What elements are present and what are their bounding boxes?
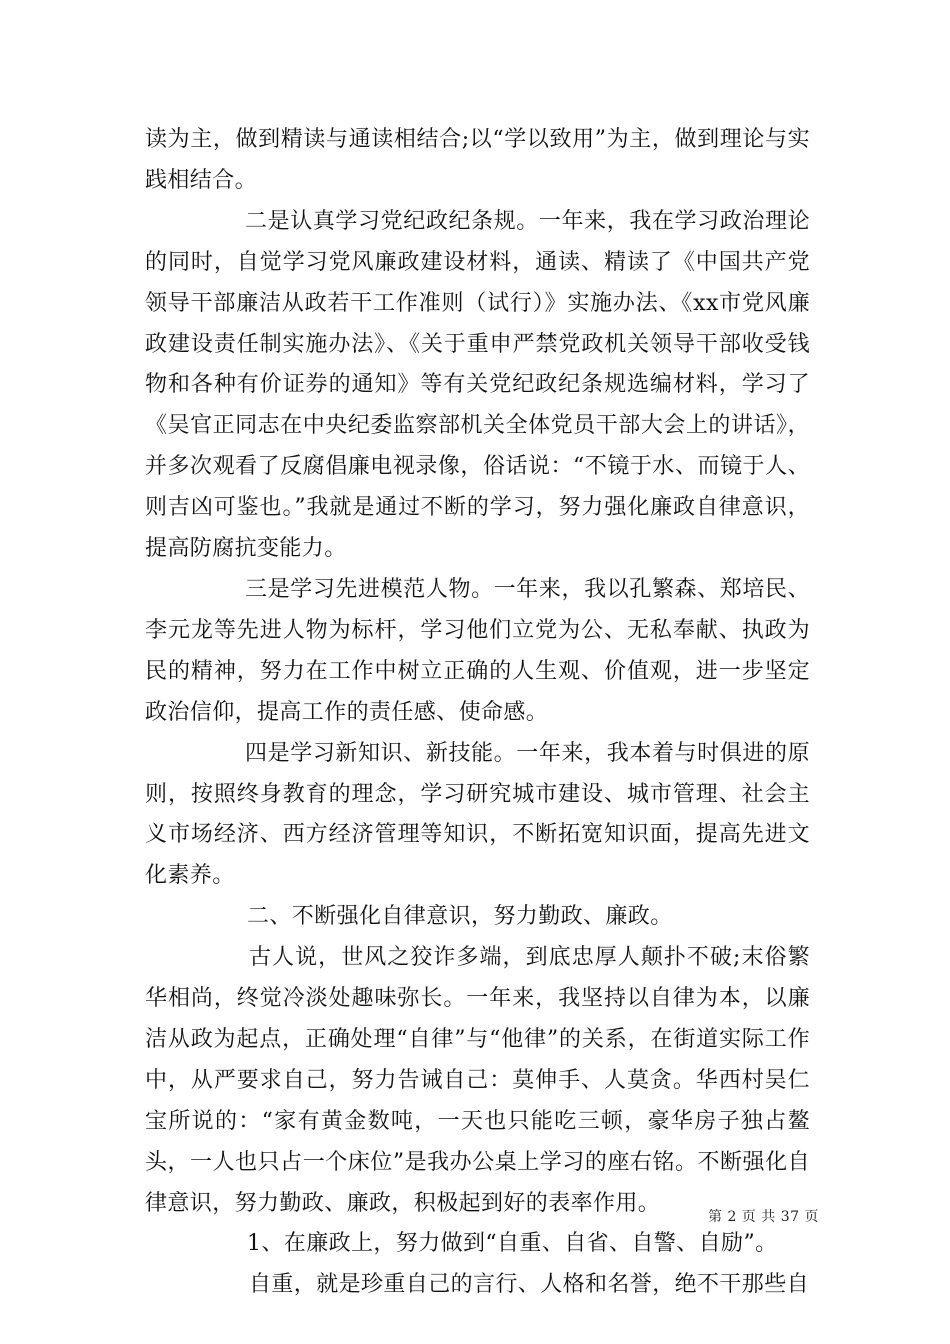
paragraph-ancient-saying: 古人说，世风之狡诈多端，到底忠厚人颠扑不破;末俗繁华相尚，终觉冷淡处趣味弥长。一年来，我坚持以自律为本，以廉洁从政为起点，正确处理“自律”与“他律”的关系，在街道实际工作中，从严要求自己，努力告诫自己：莫伸手、人莫贪。华西村吴仁宝所说的：“家有黄金数吨，一天也只能吃三顿，豪华房子独占鳌头，一人也只占一个床位”是我办公桌上学习的座右铭。不断强化自律意识，努力勤政、廉政，积极起到好的表率作用。 [145,945,810,1216]
paragraph-party-discipline: 二是认真学习党纪政纪条规。一年来，我在学习政治理论的同时，自觉学习党风廉政建设材料，通读、精读了《中国共产党领导干部廉洁从政若干工作准则（试行）》实施办法、《xx市党风廉政建设责任制实施办法》、《关于重申严禁党政机关领导干部收受钱物和各种有价证券的通知》等有关党纪政纪条规选编材料，学习了《吴官正同志在中央纪委监察部机关全体党员干部大会上的讲话》，并多次观看了反腐倡廉电视录像，俗话说：“不镜于水、而镜于人、则吉凶可鉴也。”我就是通过不断的学习，努力强化廉政自律意识，提高防腐抗变能力。 [145,208,810,562]
section-heading-self-discipline: 二、不断强化自律意识，努力勤政、廉政。 [247,904,673,930]
page-number-footer: 第 2 页 共 37 页 [708,1209,819,1225]
paragraph-new-knowledge: 四是学习新知识、新技能。一年来，我本着与时俱进的原则，按照终身教育的理念，学习研究城市建设、城市管理、社会主义市场经济、西方经济管理等知识，不断拓宽知识面，提高先进文化素养。 [145,740,810,889]
paragraph-self-respect: 自重，就是珍重自己的言行、人格和名誉，绝不干那些自 [249,1272,810,1298]
paragraph-role-models: 三是学习先进模范人物。一年来，我以孔繁森、郑培民、李元龙等先进人物为标杆，学习他们立党为公、无私奉献、执政为民的精神，努力在工作中树立正确的人生观、价值观，进一步坚定政治信仰，提高工作的责任感、使命感。 [145,576,810,725]
subsection-heading-integrity: 1、在廉政上，努力做到“自重、自省、自警、自励”。 [247,1231,778,1257]
document-body [145,120,810,1306]
paragraph-continuation: 读为主，做到精读与通读相结合;以“学以致用”为主，做到理论与实践相结合。 [145,127,810,193]
